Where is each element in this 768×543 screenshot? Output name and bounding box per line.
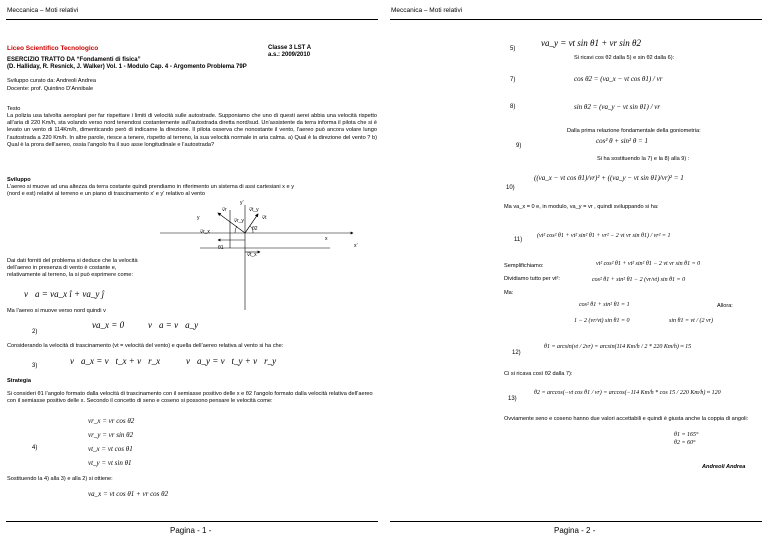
eq4-line-4: vt_y = vt sin θ1 [88, 459, 132, 467]
header-rule [390, 19, 762, 20]
eq2-left: va_x = 0 [92, 320, 125, 330]
strategia-heading: Strategia [7, 378, 31, 384]
testo-heading: Testo [7, 106, 21, 112]
ricavi-text: Si ricavi cos θ2 dalla 5) e sin θ2 dalla 6): [574, 55, 675, 61]
eq-a1: 1 − 2 (vr/vt) sin θ1 = 0 [574, 318, 630, 324]
year-line: a.s.: 2009/2010 [268, 52, 311, 58]
testo-body: La polizia usa talvolta aeroplani per far rispettare i limiti di velocità sulle autostrade. Supponiamo che uno di questi aerei abbia una velocità rispetto all’aria di 220 Km/h, sta volando verso nord tenendosi costantemente sull’autostrada diretta nord/sud. Un’assistente da terra informa il pilota che si è levato un vento di 114Km/h, dimenticando però di indicarne la direzione. Il pilota osserva che nonostante il vento, l’aereo può ancora volare lungo l’autostrada a 220 Km/h. In altre parole, riesce a tenere, rispetto al terreno, la sua velocità normale in aria calma. a) Qual è la direzione del vento ? b) Qual è la prora dell’aereo, ossia l’angolo fra il suo asse longitudinale e l’autostrada? [7, 113, 377, 148]
page-footer: Pagina - 1 - [170, 526, 212, 535]
answer-theta1: θ1 = 165° [674, 432, 699, 438]
ci-si-ricava-text: Ci si ricava così θ2 dalla 7): [504, 371, 573, 377]
eq4-label: 4) [32, 445, 38, 451]
label-vr: v⃗r [222, 207, 227, 213]
eq12: θ1 = arcsin(vt / 2vr) = arcsin(114 Km/h / 2 * 220 Km/h) ≈ 15 [544, 344, 692, 350]
sviluppo-heading: Sviluppo [7, 177, 31, 183]
label-vr-x: v⃗r_x [200, 229, 210, 235]
eq11-label: 11) [514, 237, 523, 243]
eq-last: va_x = vt cos θ1 + vr cos θ2 [88, 490, 169, 498]
consider-text: Considerando la velocità di trascinamento (vt = velocità del vento) e quella dell’aereo relativa al vento si ha che: [7, 343, 284, 349]
answer-theta2: θ2 = 60° [674, 440, 696, 446]
eq7-label: 7) [510, 77, 516, 83]
label-vt-x: v⃗t_x [247, 252, 257, 258]
sostituendo-text: Sostituendo la 4) alla 3) e alla 2) si ottiene: [7, 476, 113, 482]
eq8: sin θ2 = (va_y − vt sin θ1) / vr [574, 103, 661, 111]
eq-divided: cos² θ1 + sin² θ1 − 2 (vr/vt) sin θ1 = 0 [592, 277, 686, 283]
school-name: Liceo Scientifico Tecnologico [7, 45, 99, 52]
page-footer: Pagina - 2 - [554, 526, 596, 535]
eq3-right: v⃗a_y = v⃗t_y + v⃗r_y [186, 356, 277, 366]
page-2 [384, 0, 768, 543]
eq12-label: 12) [512, 350, 521, 356]
si-ha-text: Si ha sostituendo la 7) e la 8) alla 9) : [597, 156, 690, 162]
label-x: x [325, 236, 328, 242]
label-x-prime: x’ [354, 243, 358, 249]
strategia-body: Si consideri θ1 l’angolo formato dalla velocità di trascinamento con il semiasse positivo delle x e θ2 l’angolo formato dalla velocità relativa dell’aereo con il semiasse positivo delle x. Secondo il concetto di seno e coseno si possono pensare le velocità come: [7, 391, 373, 405]
semplifichiamo-text: Semplifichiamo: [504, 263, 544, 269]
label-theta1: θ1 [218, 245, 224, 251]
label-vt-y: v⃗t_y [249, 207, 259, 213]
equation-va: v⃗a = va_x î + va_y ĵ [24, 289, 105, 299]
ma2-text: Ma: [504, 290, 514, 296]
eq2-label: 2) [32, 329, 38, 335]
ovviamente-text: Ovviamente seno e coseno hanno due valori accettabili e quindi è giusta anche la coppia di angoli: [504, 416, 749, 422]
label-theta2: θ2 [252, 226, 258, 232]
allora-text: Allora: [717, 303, 733, 309]
eq13: θ2 = arccos(−vt cos θ1 / vr) = arccos(−114 Km/h * cos 15 / 220 Km/h) ≈ 120 [534, 390, 721, 396]
page-header: Meccanica – Moti relativi [391, 7, 463, 14]
dividiamo-text: Dividiamo tutto per vt²: [504, 276, 560, 282]
footer-rule [6, 521, 378, 522]
eq4-line-2: vr_y = vr sin θ2 [88, 431, 134, 439]
eq-simplified: vt² cos² θ1 + vt² sin² θ1 − 2 vt vr sin θ1 = 0 [596, 261, 701, 267]
eq3-left: v⃗a_x = v⃗t_x + v⃗r_x [70, 356, 161, 366]
sviluppo-body: L’aereo si muove ad una altezza da terra costante quindi prendiamo in riferimento un sistema di assi cartesiani x e y (nord e est) relativi al terreno e un piano di trascinamento x’ e y’ relativo al vento [7, 184, 294, 198]
exercise-title: ESERCIZIO TRATTO DA “Fondamenti di fisica” [7, 57, 141, 63]
moves-north-text: Ma l’aereo si muove verso nord quindi v [7, 308, 106, 314]
teacher-line: Docente: prof. Quintino D’Annibale [7, 86, 94, 92]
author-line: Sviluppo curato da: Andreoli Andrea [7, 78, 96, 84]
label-vr-y: v⃗r_y [234, 218, 244, 224]
exercise-source: (D. Halliday, R. Resnick, J. Walker) Vol. 1 - Modulo Cap. 4 - Argomento Problema 79P [7, 64, 247, 70]
eq13-label: 13) [508, 396, 517, 402]
ma-text: Ma va_x = 0 e, in modulo, va_y = vr , quindi sviluppando si ha: [504, 204, 659, 210]
eq11: (vt² cos² θ1 + vt² sin² θ1 + vr² − 2 vt vr sin θ1) / vr² = 1 [537, 233, 671, 239]
eq4-line-3: vt_x = vt cos θ1 [88, 445, 133, 453]
dalla-prima-text: Dalla prima relazione fondamentale della goniometria: [567, 128, 701, 134]
eq10-label: 10) [506, 185, 515, 191]
footer-rule [390, 521, 762, 522]
eq-identity: cos² θ1 + sin² θ1 = 1 [579, 302, 630, 308]
eq8-label: 8) [510, 104, 516, 110]
eq4-line-1: vr_x = vr cos θ2 [88, 417, 135, 425]
label-y: y [197, 215, 200, 221]
eq-a2: sin θ1 = vt / (2 vr) [669, 318, 713, 324]
eq2-right: v⃗a = v⃗a_y [148, 320, 199, 330]
eq9: cos² θ + sin² θ = 1 [596, 137, 649, 145]
eq10: ((va_x − vt cos θ1)/vr)² + ((va_y − vt sin θ1)/vr)² = 1 [534, 174, 684, 182]
eq9-label: 9) [516, 143, 522, 149]
eq5-label: 5) [510, 46, 516, 52]
eq3-label: 3) [32, 363, 38, 369]
eq5: va_y = vt sin θ1 + vr sin θ2 [541, 38, 641, 48]
signature: Andreoli Andrea [702, 464, 746, 470]
label-y-prime: y’ [240, 200, 244, 206]
eq7: cos θ2 = (va_x − vt cos θ1) / vr [574, 75, 663, 83]
page-header: Meccanica – Moti relativi [7, 7, 79, 14]
dati-text: Dai dati forniti del problema si deduce che la velocità dell’aereo in presenza di vento è costante e, relativamente al terreno, la si può esprimere come: [7, 258, 138, 279]
class-line: Classe 3 LST A [268, 45, 312, 51]
label-vt: v⃗t [262, 215, 267, 221]
